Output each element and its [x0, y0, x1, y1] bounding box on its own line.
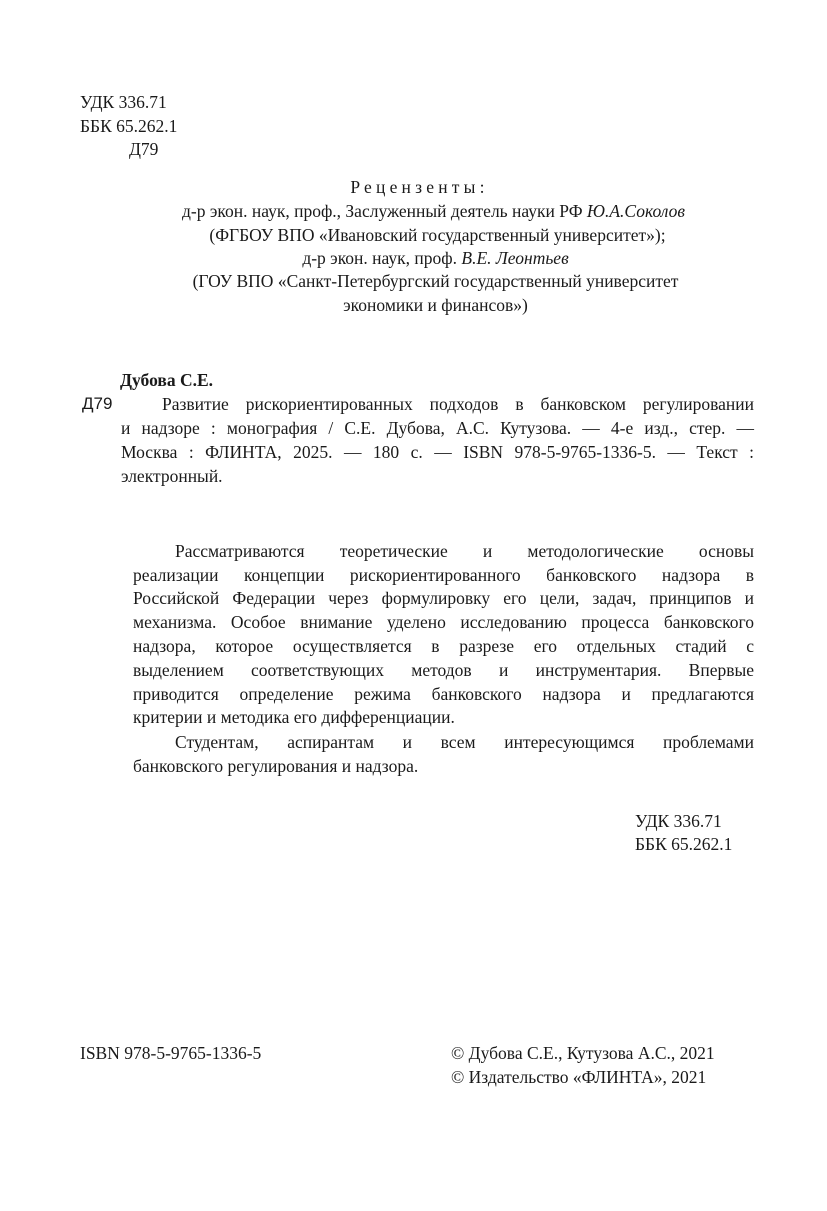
author-mark-top: Д79 [129, 139, 159, 159]
annotation-line: выделением соответствующих методов и инструментария. Впервые [133, 660, 754, 680]
reviewer-2-credentials: д-р экон. наук, проф. [302, 248, 462, 268]
annotation-line: Студентам, аспирантам и всем интересующимся проблемами [175, 732, 754, 752]
reviewer-2-name: В.Е. Леонтьев [461, 248, 569, 268]
annotation-line: надзора, которое осуществляется в разрезе его отдельных стадий с [133, 636, 754, 656]
reviewer-2 [22, 246, 827, 270]
isbn: ISBN 978-5-9765-1336-5 [80, 1043, 262, 1063]
annotation-line: механизма. Особое внимание уделено исследованию процесса банковского [133, 612, 754, 632]
copyright-publisher: © Издательство «ФЛИНТА», 2021 [451, 1067, 707, 1087]
author-mark: Д79 [82, 394, 113, 413]
copyright-authors: © Дубова С.Е., Кутузова А.С., 2021 [451, 1043, 715, 1063]
udk-code-top: УДК 336.71 [80, 92, 167, 112]
reviewer-2-organization-line-1: (ГОУ ВПО «Санкт-Петербургский государственный университет [192, 271, 679, 291]
author-name: Дубова С.Е. [120, 370, 214, 390]
reviewer-1-organization: (ФГБОУ ВПО «Ивановский государственный университет»); [209, 225, 666, 245]
annotation-line: Рассматриваются теоретические и методологические основы [175, 541, 754, 561]
bbk-code-bottom: ББК 65.262.1 [635, 834, 733, 854]
reviewers-heading: Рецензенты: [350, 177, 489, 197]
bibliography-line: электронный. [121, 466, 223, 486]
reviewer-1 [20, 199, 827, 223]
udk-code-bottom: УДК 336.71 [635, 811, 722, 831]
annotation-line: критерии и методика его дифференциации. [133, 707, 455, 727]
reviewer-1-credentials: д-р экон. наук, проф., Заслуженный деятель науки РФ [181, 201, 587, 221]
bibliography-line: Развитие рискориентированных подходов в банковском регулировании [162, 394, 754, 414]
bibliography-line: Москва : ФЛИНТА, 2025. — 180 с. — ISBN 978-5-9765-1336-5. — Текст : [121, 442, 754, 462]
bbk-code-top: ББК 65.262.1 [80, 116, 178, 136]
annotation-line: реализации концепции рискориентированного банковского надзора в [133, 565, 754, 585]
reviewer-2-organization-line-2: экономики и финансов») [343, 295, 528, 315]
reviewer-1-name: Ю.А.Соколов [586, 201, 685, 221]
annotation-line: приводится определение режима банковского надзора и предлагаются [133, 684, 754, 704]
bibliography-line: и надзоре : монография / С.Е. Дубова, А.С. Кутузова. — 4-е изд., стер. — [121, 418, 754, 438]
annotation-line: банковского регулирования и надзора. [133, 756, 419, 776]
annotation-line: Российской Федерации через формулировку его цели, задач, принципов и [133, 588, 754, 608]
